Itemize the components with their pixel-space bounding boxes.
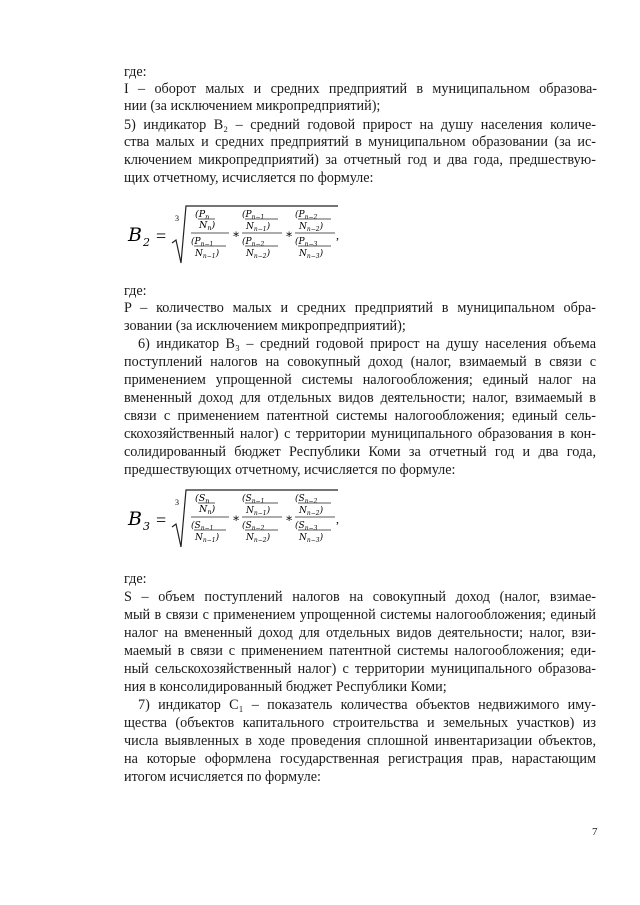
formula-lhs: B (128, 224, 142, 246)
fraction-1 (191, 493, 229, 544)
frac-text: ($S_{n-1}$ (191, 521, 214, 532)
text-line: на которые оформлена государственная регистрация прав, нарастающим (124, 751, 596, 767)
frac-text: $N_n$) (199, 220, 216, 232)
frac-text: $N_{n-2}$) (299, 222, 324, 233)
frac-text: $N_{n-1}$) (246, 222, 271, 233)
text-line: щих отчетному, исчисляется по формуле: (124, 170, 374, 186)
text-line: мый в связи с применением упрощенной системы налогообложения; единый (124, 607, 596, 623)
frac-text: ($P_{n-1}$ (191, 237, 214, 248)
text-line: зовании (за исключением микропредприятий); (124, 318, 406, 334)
formula-b3-svg (128, 489, 388, 551)
text-line: I – оборот малых и средних предприятий в муниципальном образова- (124, 81, 597, 97)
formula-lhs-sub: 2 (143, 236, 150, 249)
times-sign: ∗ (285, 511, 294, 525)
frac-text: $N_{n-2}$) (246, 249, 271, 260)
text-line: S – объем поступлений налогов на совокупный доход (налог, взимае- (124, 589, 596, 605)
fraction-3 (295, 493, 335, 544)
frac-text: ($P_{n-2}$ (242, 237, 265, 248)
formula-b2 (128, 205, 388, 263)
text-line: маемый в связи с применением патентной системы налогообложения; еди- (124, 643, 596, 659)
formula-eq: = (156, 226, 167, 246)
frac-text: $N_{n-1}$) (195, 533, 220, 544)
frac-text: ($P_n$ (195, 209, 210, 221)
text-line: связи с применением патентной системы налогообложения; единый сель- (124, 408, 596, 424)
text-line: где: (124, 64, 147, 80)
frac-text: $N_{n-1}$) (195, 249, 220, 260)
times-sign: ∗ (232, 227, 241, 241)
text-line: ния в консолидированный бюджет Республики Коми; (124, 679, 447, 695)
text-line: солидированный бюджет Республики Коми за отчетный год и два года, (124, 444, 596, 460)
text-line: ключением микропредприятий) за отчетный год и два года, предшествую- (124, 152, 596, 168)
fraction-2 (242, 209, 282, 260)
frac-text: ($P_{n-3}$ (295, 237, 318, 248)
frac-text: ($S_{n-2}$ (242, 521, 265, 532)
text-line: поступлений налогов на совокупный доход (налог, взимаемый в связи с (124, 354, 596, 370)
frac-text: ($P_{n-1}$ (242, 210, 265, 221)
formula-lhs-sub: 3 (143, 520, 150, 533)
text-line: 7) индикатор C₁ – показатель количества объектов недвижимого иму- (138, 697, 596, 713)
formula-lhs: B (128, 508, 142, 530)
fraction-2 (242, 493, 282, 544)
text-line: итогом исчисляется по формуле: (124, 769, 321, 785)
text-line: P – количество малых и средних предприятий в муниципальном обра- (124, 300, 596, 316)
page-number: 7 (592, 826, 598, 838)
text-line: ства малых и средних предприятий в муниципальном образовании (за ис- (124, 134, 596, 150)
formula-eq: = (156, 510, 167, 530)
frac-text: $N_{n-3}$) (299, 249, 324, 260)
formula-comma: , (336, 512, 339, 526)
text-line: нии (за исключением микропредприятий); (124, 98, 381, 114)
frac-text: ($S_{n-1}$ (242, 494, 265, 505)
text-line: 6) индикатор B₃ – средний годовой прирост на душу населения объема (138, 336, 596, 352)
formula-comma: , (336, 228, 339, 242)
times-sign: ∗ (232, 511, 241, 525)
text-line: применением упрощенной системы налогообложения; единый налог на (124, 372, 596, 388)
text-line: ный сельскохозяйственный налог) с территории муниципального образова- (124, 661, 596, 677)
fraction-3 (295, 209, 335, 260)
frac-text: ($P_{n-2}$ (295, 210, 318, 221)
frac-text: $N_{n-2}$) (299, 506, 324, 517)
text-line: где: (124, 283, 147, 299)
frac-text: ($S_{n-2}$ (295, 494, 318, 505)
times-sign: ∗ (285, 227, 294, 241)
text-line: предшествующих отчетному, исчисляется по формуле: (124, 462, 456, 478)
root-index: 3 (175, 498, 179, 507)
frac-text: $N_{n-1}$) (246, 506, 271, 517)
formula-b3 (128, 489, 388, 547)
frac-text: ($S_{n-3}$ (295, 521, 318, 532)
text-line: числа выявленных в ходе проведения сплошной инвентаризации объектов, (124, 733, 596, 749)
root-index: 3 (175, 214, 179, 223)
frac-text: $N_{n-3}$) (299, 533, 324, 544)
frac-text: ($S_n$ (195, 493, 210, 505)
text-line: щества (объектов капитального строительства и земельных участков) из (124, 715, 596, 731)
formula-b2-svg (128, 205, 388, 267)
frac-text: $N_{n-2}$) (246, 533, 271, 544)
frac-text: $N_n$) (199, 504, 216, 516)
text-line: 5) индикатор B₂ – средний годовой прирост на душу населения количе- (124, 117, 596, 133)
text-line: где: (124, 571, 147, 587)
fraction-1 (191, 209, 229, 260)
text-line: налог на вмененный доход для отдельных видов деятельности; налог, взи- (124, 625, 596, 641)
text-line: вмененный доход для отдельных видов деятельности; налог, взимаемый в (124, 390, 596, 406)
text-line: скохозяйственный налог) с территории муниципального образования в кон- (124, 426, 596, 442)
